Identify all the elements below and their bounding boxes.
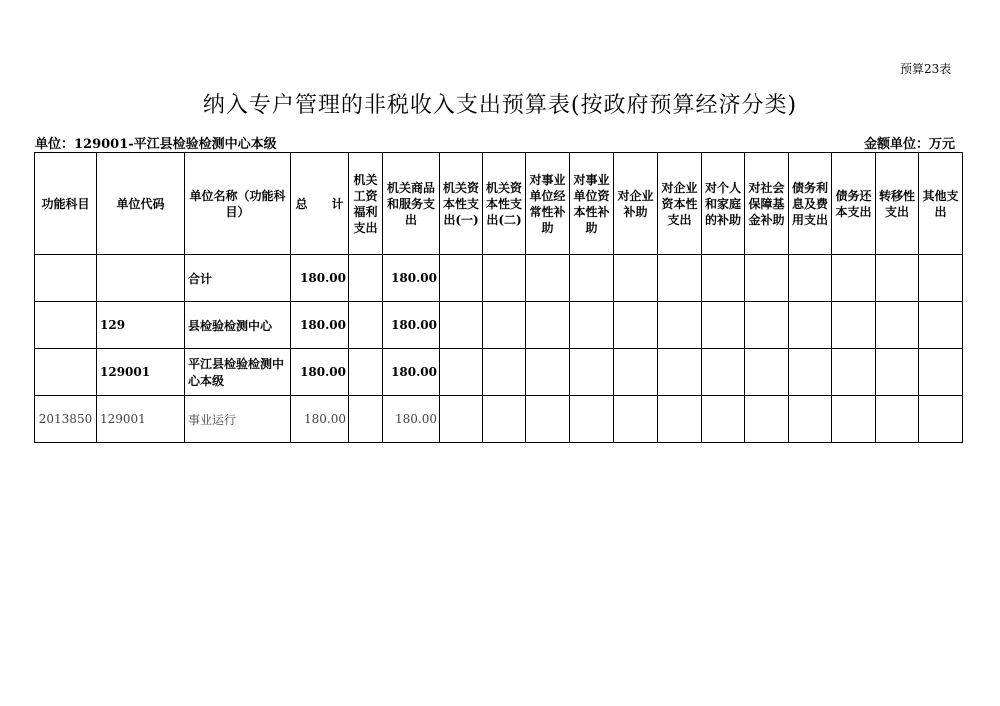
table-header-row xyxy=(35,153,963,255)
header-total: 总 计 xyxy=(291,153,349,255)
header-capital-1: 机关资本性支出(一) xyxy=(440,153,483,255)
page-title: 纳入专户管理的非税收入支出预算表(按政府预算经济分类) xyxy=(202,93,798,118)
cell-code xyxy=(97,255,185,302)
header-unit-code: 单位代码 xyxy=(97,153,185,255)
cell-empty xyxy=(526,349,570,396)
table-row xyxy=(35,302,963,349)
cell-empty xyxy=(745,255,789,302)
header-social-security: 对社会保障基金补助 xyxy=(745,153,789,255)
header-debt-principal: 债务还本支出 xyxy=(832,153,876,255)
cell-empty xyxy=(526,396,570,443)
cell-code: 129001 xyxy=(97,349,185,396)
cell-empty xyxy=(658,396,702,443)
cell-empty xyxy=(745,396,789,443)
cell-func xyxy=(35,302,97,349)
cell-empty xyxy=(570,302,614,349)
cell-func xyxy=(35,349,97,396)
cell-empty xyxy=(570,396,614,443)
cell-empty xyxy=(919,302,963,349)
cell-empty xyxy=(570,349,614,396)
cell-empty xyxy=(570,255,614,302)
cell-empty xyxy=(702,255,745,302)
cell-goods: 180.00 xyxy=(383,255,440,302)
cell-empty xyxy=(832,349,876,396)
cell-wage xyxy=(349,396,383,443)
cell-empty xyxy=(440,349,483,396)
cell-empty xyxy=(876,396,919,443)
cell-empty xyxy=(526,255,570,302)
cell-empty xyxy=(832,302,876,349)
cell-empty xyxy=(614,349,658,396)
cell-total: 180.00 xyxy=(291,396,349,443)
table-row xyxy=(35,255,963,302)
cell-empty xyxy=(919,255,963,302)
cell-empty xyxy=(440,302,483,349)
cell-empty xyxy=(876,255,919,302)
cell-empty xyxy=(483,302,526,349)
cell-empty xyxy=(614,396,658,443)
cell-empty xyxy=(614,255,658,302)
cell-name: 平江县检验检测中心本级 xyxy=(185,349,291,396)
header-household-subsidy: 对个人和家庭的补助 xyxy=(702,153,745,255)
cell-wage xyxy=(349,349,383,396)
cell-name: 事业运行 xyxy=(185,396,291,443)
header-enterprise-capital: 对企业资本性支出 xyxy=(658,153,702,255)
cell-empty xyxy=(483,396,526,443)
cell-empty xyxy=(702,349,745,396)
cell-empty xyxy=(702,302,745,349)
cell-goods: 180.00 xyxy=(383,349,440,396)
cell-goods: 180.00 xyxy=(383,302,440,349)
table-row xyxy=(35,349,963,396)
cell-empty xyxy=(614,302,658,349)
cell-empty xyxy=(789,396,832,443)
cell-empty xyxy=(440,255,483,302)
cell-empty xyxy=(832,396,876,443)
header-inst-recurrent: 对事业单位经常性补助 xyxy=(526,153,570,255)
cell-empty xyxy=(919,396,963,443)
form-number-label: 预算23表 xyxy=(900,62,952,76)
cell-empty xyxy=(658,349,702,396)
cell-empty xyxy=(658,255,702,302)
table-row xyxy=(35,396,963,443)
unit-label: 单位：129001-平江县检验检测中心本级 xyxy=(35,137,277,152)
cell-empty xyxy=(702,396,745,443)
budget-table xyxy=(34,152,963,443)
cell-empty xyxy=(483,255,526,302)
cell-empty xyxy=(745,302,789,349)
cell-empty xyxy=(789,255,832,302)
cell-name: 合计 xyxy=(185,255,291,302)
cell-empty xyxy=(789,349,832,396)
cell-goods: 180.00 xyxy=(383,396,440,443)
cell-total: 180.00 xyxy=(291,255,349,302)
header-inst-capital: 对事业单位资本性补助 xyxy=(570,153,614,255)
header-capital-2: 机关资本性支出(二) xyxy=(483,153,526,255)
header-goods-services: 机关商品和服务支出 xyxy=(383,153,440,255)
header-transfer: 转移性支出 xyxy=(876,153,919,255)
header-other: 其他支出 xyxy=(919,153,963,255)
cell-wage xyxy=(349,255,383,302)
header-debt-interest: 债务利息及费用支出 xyxy=(789,153,832,255)
cell-empty xyxy=(483,349,526,396)
cell-name: 县检验检测中心 xyxy=(185,302,291,349)
cell-total: 180.00 xyxy=(291,349,349,396)
cell-empty xyxy=(440,396,483,443)
header-wage-welfare: 机关工资福利支出 xyxy=(349,153,383,255)
header-enterprise-subsidy: 对企业补助 xyxy=(614,153,658,255)
cell-empty xyxy=(745,349,789,396)
cell-empty xyxy=(658,302,702,349)
cell-total: 180.00 xyxy=(291,302,349,349)
currency-unit-label: 金额单位：万元 xyxy=(863,137,955,152)
cell-code: 129 xyxy=(97,302,185,349)
cell-empty xyxy=(789,302,832,349)
cell-empty xyxy=(526,302,570,349)
cell-wage xyxy=(349,302,383,349)
cell-code: 129001 xyxy=(97,396,185,443)
cell-empty xyxy=(919,349,963,396)
header-func-subject: 功能科目 xyxy=(35,153,97,255)
cell-empty xyxy=(832,255,876,302)
header-unit-name: 单位名称（功能科目） xyxy=(185,153,291,255)
cell-func xyxy=(35,255,97,302)
cell-empty xyxy=(876,349,919,396)
cell-empty xyxy=(876,302,919,349)
cell-func: 2013850 xyxy=(35,396,97,443)
